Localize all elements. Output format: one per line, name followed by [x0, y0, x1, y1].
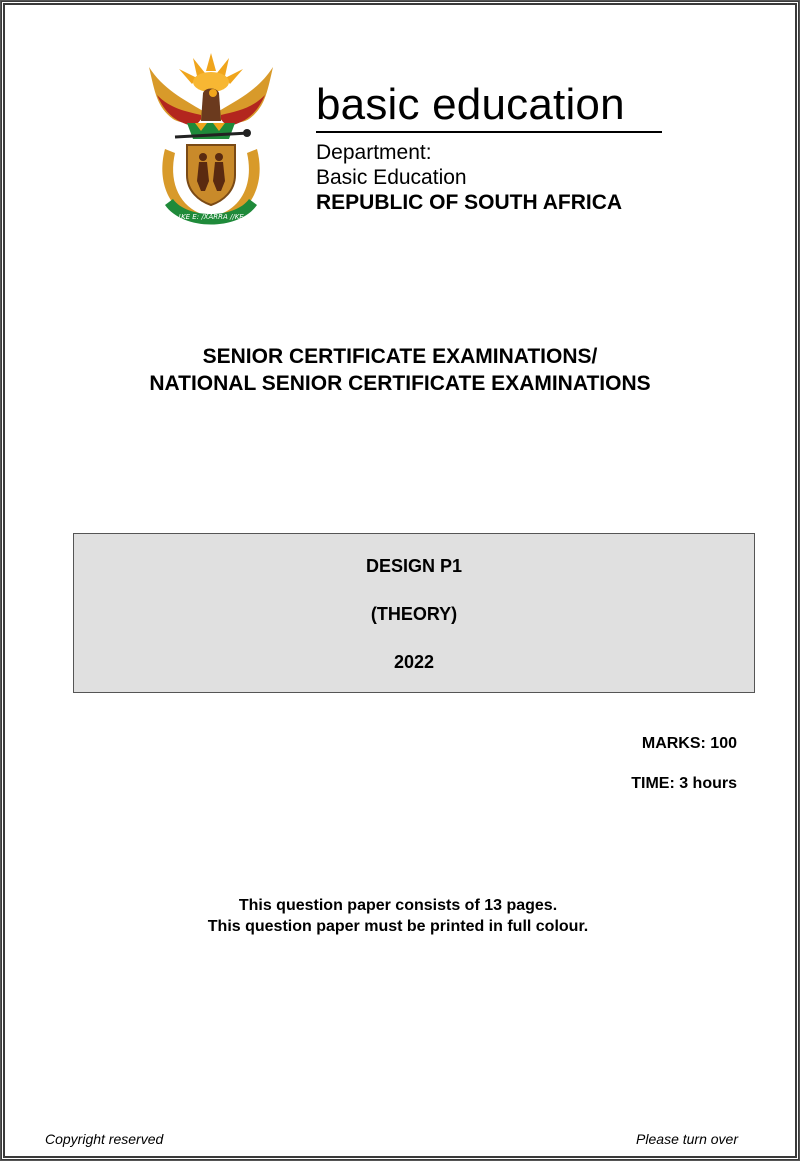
brand-block [316, 79, 662, 215]
crest-motto-text: !KE E: /XARRA //KE [178, 213, 244, 221]
subject-year: 2022 [393, 652, 435, 672]
department-name: Basic Education [316, 166, 467, 189]
brand-divider [316, 131, 662, 133]
copyright-footer: Copyright reserved [45, 1131, 164, 1147]
exam-headline [5, 343, 795, 397]
subject-box [73, 533, 755, 693]
crest-sun [179, 53, 243, 92]
time-label: TIME: 3 hours [631, 775, 737, 792]
marks-label: MARKS: 100 [641, 735, 737, 752]
page-note [5, 895, 791, 937]
subject-name: DESIGN P1 [365, 556, 463, 576]
department-label: Department: [316, 141, 432, 164]
headline-line-1: SENIOR CERTIFICATE EXAMINATIONS/ [202, 345, 598, 368]
subject-paper: (THEORY) [370, 604, 458, 624]
colour-print-note: This question paper must be printed in full colour. [207, 918, 589, 935]
page-count-note: This question paper consists of 13 pages. [238, 897, 558, 914]
country-name: REPUBLIC OF SOUTH AFRICA [316, 191, 623, 214]
brand-title: basic education [316, 80, 625, 129]
headline-line-2: NATIONAL SENIOR CERTIFICATE EXAMINATIONS [149, 372, 651, 395]
coat-of-arms-icon [143, 49, 279, 229]
turn-over-footer: Please turn over [636, 1131, 738, 1147]
